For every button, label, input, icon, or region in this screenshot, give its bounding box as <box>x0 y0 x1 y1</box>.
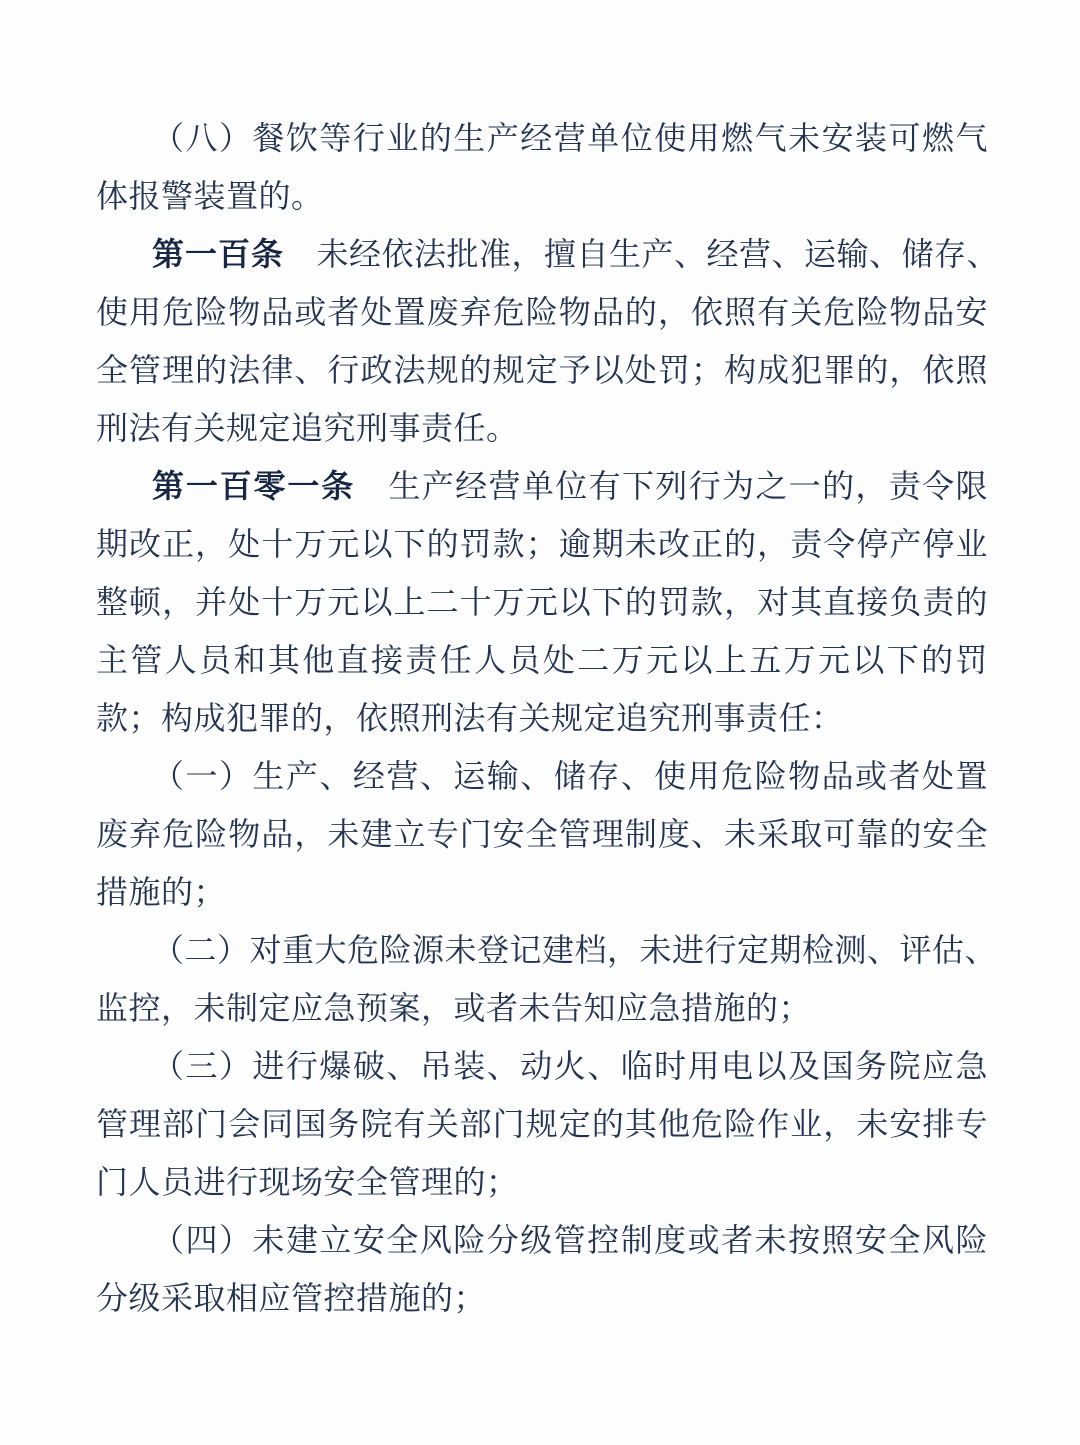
line-text: 刑法有关规定追究刑事责任。 <box>96 410 519 446</box>
text-line <box>96 1269 988 1327</box>
text-line <box>96 1037 988 1095</box>
text-line <box>96 631 988 689</box>
line-text: 全管理的法律、行政法规的规定予以处罚；构成犯罪的，依照 <box>96 352 988 388</box>
line-text: 未经依法批准，擅自生产、经营、运输、储存、 <box>284 236 1000 272</box>
article-number: 第一百条 <box>152 236 285 272</box>
line-text: 款；构成犯罪的，依照刑法有关规定追究刑事责任： <box>96 700 844 736</box>
line-text: 使用危险物品或者处置废弃危险物品的，依照有关危险物品安 <box>96 294 988 330</box>
text-line <box>96 1211 988 1269</box>
text-line <box>96 167 988 225</box>
line-text: 监控，未制定应急预案，或者未告知应急措施的； <box>96 990 812 1026</box>
text-line <box>96 805 988 863</box>
line-text: （一）生产、经营、运输、储存、使用危险物品或者处置 <box>152 758 988 794</box>
text-line <box>96 1095 988 1153</box>
text-line <box>96 689 988 747</box>
text-line <box>96 283 988 341</box>
line-text: 废弃危险物品，未建立专门安全管理制度、未采取可靠的安全 <box>96 816 988 852</box>
line-text: （四）未建立安全风险分级管控制度或者未按照安全风险 <box>152 1222 988 1258</box>
text-line <box>96 225 1000 283</box>
text-line <box>96 109 988 167</box>
line-text: 体报警装置的。 <box>96 178 324 214</box>
line-text: （八）餐饮等行业的生产经营单位使用燃气未安装可燃气 <box>152 120 988 156</box>
line-text: 措施的； <box>96 874 227 910</box>
line-text: 期改正，处十万元以下的罚款；逾期未改正的，责令停产停业 <box>96 526 988 562</box>
text-line <box>96 341 988 399</box>
text-line <box>96 515 988 573</box>
line-text: 门人员进行现场安全管理的； <box>96 1164 519 1200</box>
text-line <box>96 1153 988 1211</box>
line-text: 分级采取相应管控措施的； <box>96 1280 487 1316</box>
text-line <box>96 573 988 631</box>
line-text: （三）进行爆破、吊装、动火、临时用电以及国务院应急 <box>152 1048 988 1084</box>
line-text: 生产经营单位有下列行为之一的，责令限 <box>355 468 988 504</box>
text-line <box>96 457 988 515</box>
text-line <box>96 921 998 979</box>
line-text: 整顿，并处十万元以上二十万元以下的罚款，对其直接负责的 <box>96 584 988 620</box>
text-line <box>96 979 988 1037</box>
text-line <box>96 747 988 805</box>
article-number: 第一百零一条 <box>152 468 356 504</box>
line-text: 主管人员和其他直接责任人员处二万元以上五万元以下的罚 <box>96 642 988 678</box>
legal-text-block <box>96 109 1000 1327</box>
text-line <box>96 399 988 457</box>
line-text: 管理部门会同国务院有关部门规定的其他危险作业，未安排专 <box>96 1106 988 1142</box>
text-line <box>96 863 988 921</box>
line-text: （二）对重大危险源未登记建档，未进行定期检测、评估、 <box>152 932 998 968</box>
